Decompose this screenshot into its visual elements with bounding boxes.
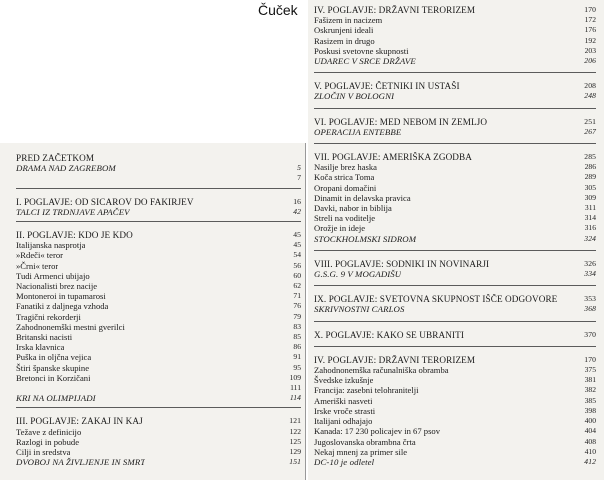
toc-entry-title: UDAREC V SRCE DRŽAVE [314,56,416,67]
toc-page-number: 381 [584,375,596,385]
chapter-divider [16,221,301,222]
chapter-heading [314,355,596,365]
toc-entry-title: Rasizem in drugo [314,35,375,46]
toc-page-number: 408 [584,436,596,446]
chapter-feature-title [16,207,301,217]
toc-page-number: 326 [584,258,596,268]
chapter-divider [314,285,596,286]
chapter-heading [16,416,301,426]
toc-entry [16,301,301,311]
toc-page-number: 151 [289,457,301,467]
chapter-heading [314,81,596,91]
toc-entry-title: Razlogi in pobude [16,436,80,447]
toc-page-number: 71 [293,291,301,301]
toc-page-number: 45 [293,240,301,250]
toc-entry [314,193,596,203]
toc-entry [16,291,301,301]
toc-page-number: 208 [584,81,596,91]
toc-chapter [314,321,596,346]
chapter-heading [314,259,596,269]
toc-entry-title: Tudi Armenci ubijajo [16,270,90,281]
toc-page-number: 79 [293,311,301,321]
toc-entry-title: Bretonci in Korzičani [16,372,91,383]
toc-entry [314,172,596,182]
toc-entry-title: VIII. POGLAVJE: SODNIKI IN NOVINARJI [314,258,490,269]
toc-entry-title: KRI NA OLIMPIJADI [16,393,96,404]
toc-entry-title: Italijani odhajajo [314,416,373,427]
toc-page-number: 16 [293,196,301,206]
chapter-divider [314,346,596,347]
toc-entry-title: Irska klavnica [16,342,65,353]
toc-entry [314,416,596,426]
toc-page-number: 91 [293,352,301,362]
chapter-divider [314,250,596,251]
toc-page-number: 309 [584,192,596,202]
toc-entry-title: Fanatiki z daljnega vzhoda [16,301,109,312]
chapter-heading [16,197,301,207]
toc-page-number: 42 [293,206,301,216]
toc-entry-title: Poskusi svetovne skupnosti [314,45,409,56]
chapter-feature-title [314,91,596,101]
chapter-feature-title [314,234,596,244]
toc-entry-title: Irske vroče strasti [314,405,376,416]
toc-page-number: 5 [297,163,301,173]
image-caption: Čuček [258,2,298,18]
toc-entry-title: DVOBOJ NA ŽIVLJENJE IN SMRT [16,457,146,468]
toc-page-number: 398 [584,405,596,415]
toc-chapter [314,346,596,473]
chapter-feature-title [16,163,301,173]
toc-page-number: 324 [584,233,596,243]
toc-page-number: 206 [584,56,596,66]
toc-entry [16,373,301,383]
toc-page-number: 170 [584,5,596,14]
toc-page-number: 334 [584,269,596,279]
toc-entry [314,36,596,46]
left-toc-list [16,150,301,471]
chapter-heading [314,117,596,127]
toc-entry-title: IV. POGLAVJE: DRŽAVNI TERORIZEM [314,5,476,15]
toc-entry [16,271,301,281]
toc-page-number: 45 [293,230,301,240]
toc-entry-title: Montoneroi in tupamarosi [16,291,106,302]
toc-entry-title: OPERACIJA ENTEBBE [314,126,402,137]
chapter-divider [16,407,301,408]
toc-entry [16,342,301,352]
toc-entry [314,375,596,385]
toc-entry-title: Nekaj mnenj za primer sile [314,446,408,457]
toc-entry-title: Jugoslovanska obrambna črta [314,436,416,447]
toc-page-number: 311 [584,203,596,213]
toc-page-number: 176 [584,25,596,35]
chapter-feature-title [314,304,596,314]
chapter-divider [16,188,301,189]
toc-entry [314,426,596,436]
toc-entry [16,322,301,332]
toc-entry [16,332,301,342]
chapter-divider [314,72,596,73]
toc-entry [314,385,596,395]
toc-page-number: 114 [289,393,301,403]
toc-entry [314,223,596,233]
toc-chapter [16,153,301,188]
toc-entry-title: Orožje in ideje [314,223,366,234]
toc-entry [314,46,596,56]
toc-chapter [314,143,596,250]
toc-chapter [16,221,301,407]
toc-page-number: 122 [289,426,301,436]
right-toc-list [314,2,596,473]
toc-entry-title: DRAMA NAD ZAGREBOM [16,163,116,174]
toc-entry-title: ZLOČIN V BOLOGNI [314,91,395,102]
chapter-heading [16,153,301,163]
chapter-heading [314,5,596,15]
toc-entry [314,162,596,172]
toc-entry [314,447,596,457]
toc-entry-title: Zahodnonemški mestni gverilci [16,321,125,332]
toc-entry [314,396,596,406]
toc-entry [314,203,596,213]
toc-page-number: 314 [584,213,596,223]
toc-page-number: 385 [584,395,596,405]
toc-entry-title: Britanski nacisti [16,332,73,343]
toc-entry-title: Dinamit in delavska pravica [314,192,411,203]
toc-page-number: 353 [584,294,596,304]
toc-entry [314,365,596,375]
toc-entry [16,447,301,457]
toc-entry-title: Puška in oljčna vejica [16,352,92,363]
toc-page-number: 410 [584,446,596,456]
toc-page-number: 203 [584,45,596,55]
toc-page-number: 121 [289,416,301,426]
toc-page-number: 192 [584,35,596,45]
toc-entry-title: Davki, nabor in biblija [314,203,392,214]
toc-entry-title: Francija: zasebni telohranitelji [314,385,419,396]
toc-page-number: 404 [584,426,596,436]
toc-page-number: 375 [584,365,596,375]
toc-chapter [314,72,596,107]
toc-page-number: 172 [584,15,596,25]
toc-entry [16,427,301,437]
chapter-feature-title [314,127,596,137]
toc-entry [16,173,301,183]
toc-page-number: 370 [584,329,596,339]
toc-page-number: 60 [293,270,301,280]
toc-page-number: 129 [289,447,301,457]
toc-entry-title: IX. POGLAVJE: SVETOVNA SKUPNOST IŠČE ODGOVORE [314,294,558,305]
toc-chapter [314,5,596,72]
toc-entry-title: V. POGLAVJE: ČETNIKI IN USTAŠI [314,81,460,92]
toc-entry [314,406,596,416]
toc-entry-title: TALCI IZ TRDNJAVE APAČEV [16,206,130,217]
toc-entry [16,250,301,260]
toc-entry-title: X. POGLAVJE: KAKO SE UBRANITI [314,329,464,340]
toc-entry [314,213,596,223]
right-toc-page [308,0,604,480]
toc-entry-title: Nacionalisti brez nacije [16,281,98,292]
toc-entry-title: Oskrunjeni ideali [314,25,374,36]
toc-page-number: 400 [584,416,596,426]
toc-entry-title: Streli na voditelje [314,213,376,224]
toc-page-number: 267 [584,126,596,136]
toc-page-number: 251 [584,116,596,126]
toc-chapter [314,285,596,320]
toc-entry [16,240,301,250]
toc-entry-title: Švedske izkušnje [314,375,374,386]
toc-entry-title: Tragični rekorderji [16,311,81,322]
toc-entry-title: VII. POGLAVJE: AMERIŠKA ZGODBA [314,152,473,163]
toc-entry [16,437,301,447]
toc-page-number: 316 [584,223,596,233]
toc-page-number: 62 [293,281,301,291]
toc-page-number: 412 [584,456,596,466]
toc-entry [16,383,301,393]
toc-entry-title: Nasilje brez haska [314,162,377,173]
chapter-feature-title [314,56,596,66]
toc-entry [314,25,596,35]
toc-entry [314,183,596,193]
chapter-divider [314,108,596,109]
chapter-heading [314,152,596,162]
toc-chapter [314,250,596,285]
toc-entry-title: G.S.G. 9 V MOGADIŠU [314,269,402,280]
chapter-heading [16,230,301,240]
toc-entry-title: Cilji in sredstva [16,447,71,458]
toc-page-number: 125 [289,436,301,446]
chapter-feature-title [16,393,301,403]
toc-entry-title: Ameriški nasveti [314,395,373,406]
toc-entry-title: III. POGLAVJE: ZAKAJ IN KAJ [16,416,143,427]
toc-entry [314,15,596,25]
toc-entry-title: DC-10 je odletel [314,456,375,467]
toc-page-number: 248 [584,91,596,101]
toc-entry-title: Štiri španske skupine [16,362,90,373]
toc-entry-title: Težave z definicijo [16,426,82,437]
toc-entry-title: Zahodnonemška računalniška obramba [314,365,449,376]
toc-page-number: 368 [584,304,596,314]
toc-chapter [314,108,596,143]
toc-entry-title: Kanada: 17 230 policajev in 67 psov [314,426,441,437]
toc-entry [16,261,301,271]
toc-entry [314,437,596,447]
toc-page-number: 86 [293,342,301,352]
chapter-divider [314,143,596,144]
toc-page-number: 76 [293,301,301,311]
toc-entry [16,352,301,362]
toc-entry-title: Koča strica Toma [314,172,375,183]
toc-page-number: 7 [297,173,301,183]
toc-entry-title: Oropani domačini [314,182,377,193]
toc-page-number: 56 [293,260,301,270]
toc-entry-title: STOCKHOLMSKI SIDROM [314,233,417,244]
chapter-heading [314,330,596,340]
toc-entry [16,363,301,373]
toc-entry-title: Italijanska nasprotja [16,240,86,251]
toc-page-number: 83 [293,321,301,331]
chapter-heading [314,294,596,304]
toc-entry-title: »Črni« teror [16,260,59,271]
toc-page-number: 170 [584,354,596,364]
toc-entry-title: Fašizem in nacizem [314,15,383,26]
toc-page-number: 305 [584,182,596,192]
toc-page-number: 285 [584,152,596,162]
toc-page-number: 286 [584,162,596,172]
toc-page-number: 111 [290,383,301,393]
toc-entry-title: I. POGLAVJE: OD SICAROV DO FAKIRJEV [16,196,194,207]
toc-entry-title: PRED ZAČETKOM [16,153,95,163]
toc-page-number: 54 [293,250,301,260]
toc-entry-title: »Rdeči« teror [16,250,64,261]
toc-page-number: 85 [293,332,301,342]
toc-chapter [16,407,301,471]
toc-chapter [16,188,301,221]
chapter-feature-title [314,457,596,467]
toc-page-number: 289 [584,172,596,182]
toc-entry-title: VI. POGLAVJE: MED NEBOM IN ZEMLJO [314,116,488,127]
toc-page-number: 109 [289,372,301,382]
left-toc-page [0,143,306,480]
chapter-divider [314,321,596,322]
toc-page-number: 95 [293,362,301,372]
toc-page-number: 382 [584,385,596,395]
toc-entry-title: II. POGLAVJE: KDO JE KDO [16,230,133,241]
toc-entry [16,281,301,291]
toc-entry-title: SKRIVNOSTNI CARLOS [314,304,405,315]
chapter-feature-title [314,269,596,279]
chapter-feature-title [16,457,301,467]
toc-entry [16,312,301,322]
toc-entry-title: IV. POGLAVJE: DRŽAVNI TERORIZEM [314,354,476,365]
